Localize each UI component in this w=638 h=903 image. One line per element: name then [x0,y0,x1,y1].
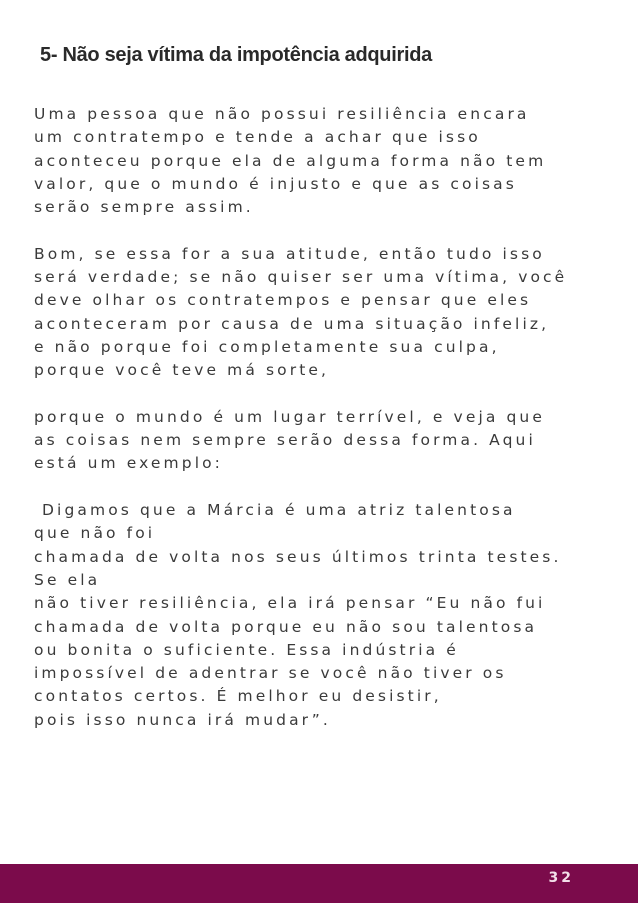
text-line: está um exemplo: [34,454,224,473]
paragraph-2 [34,243,614,383]
paragraph-4 [34,499,614,732]
text-line: as coisas nem sempre serão dessa forma. Aqui [34,431,536,450]
text-line: porque você teve má sorte, [34,361,330,380]
page-number: 32 [548,870,574,886]
paragraph-spacer [34,383,614,406]
text-line: ou bonita o suficiente. Essa indústria é [34,640,459,659]
text-line: impossível de adentrar se você não tiver os [34,664,507,683]
text-line: Se ela [34,570,101,589]
text-line: Bom, se essa for a sua atitude, então tudo isso [34,244,545,263]
text-line: pois isso nunca irá mudar”. [34,710,331,729]
paragraph-1 [34,103,614,219]
body-text [34,103,614,732]
text-line: e não porque foi completamente sua culpa, [34,337,500,356]
text-line: um contratempo e tende a achar que isso [34,128,481,147]
text-line: porque o mundo é um lugar terrível, e veja que [34,407,545,426]
text-line: que não foi [34,524,156,543]
paragraph-spacer [34,219,614,242]
text-line: contatos certos. É melhor eu desistir, [34,687,442,706]
text-line: Uma pessoa que não possui resiliência encara [34,105,530,123]
paragraph-spacer [34,476,614,499]
text-line: aconteceu porque ela de alguma forma não tem [34,151,547,170]
text-line: Digamos que a Márcia é uma atriz talentosa [34,501,516,520]
footer-bar [0,864,638,903]
text-line: não tiver resiliência, ela irá pensar “Eu não fui [34,594,546,613]
paragraph-3 [34,406,614,476]
text-line: serão sempre assim. [34,198,254,217]
page-title: 5- Não seja vítima da impotência adquirida [40,44,432,66]
text-line: será verdade; se não quiser ser uma vítima, você [34,268,568,287]
text-line: chamada de volta porque eu não sou talentosa [34,617,538,636]
text-line: valor, que o mundo é injusto e que as coisas [34,174,517,193]
text-line: aconteceram por causa de uma situação infeliz, [34,314,550,333]
text-line: chamada de volta nos seus últimos trinta testes. [34,547,562,566]
text-line: deve olhar os contratempos e pensar que eles [34,291,532,310]
